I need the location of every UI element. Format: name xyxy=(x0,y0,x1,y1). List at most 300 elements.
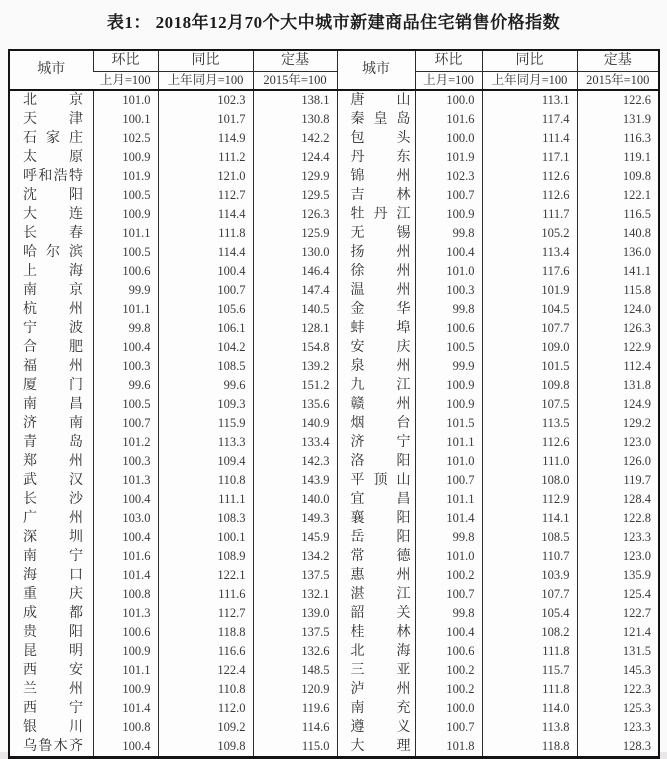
city-name: 南 昌 xyxy=(23,397,83,412)
yoy-value: 111.8 xyxy=(482,642,577,661)
mom-value: 101.0 xyxy=(415,262,482,281)
fixed-base-value: 126.3 xyxy=(253,205,337,224)
fixed-base-value: 125.3 xyxy=(577,699,659,718)
yoy-value: 109.4 xyxy=(158,452,253,471)
yoy-value: 107.7 xyxy=(482,319,577,338)
city-name: 大 理 xyxy=(337,737,415,758)
fixed-base-value: 124.0 xyxy=(577,300,659,319)
mom-value: 101.1 xyxy=(93,300,158,319)
mom-value: 100.3 xyxy=(93,452,158,471)
fixed-base-value: 119.6 xyxy=(253,699,337,718)
city-name: 九 江 xyxy=(337,376,415,395)
mom-value: 100.5 xyxy=(93,243,158,262)
fixed-base-value: 145.9 xyxy=(253,528,337,547)
city-name: 呼 和 浩 特 xyxy=(23,169,83,184)
city-name: 石 家 庄 xyxy=(23,131,83,146)
city-name: 遵 义 xyxy=(337,718,415,737)
yoy-value: 108.3 xyxy=(158,509,253,528)
col-header-fixed-base: 定基 xyxy=(577,50,659,72)
fixed-base-value: 121.4 xyxy=(577,623,659,642)
table-row xyxy=(9,90,659,110)
yoy-value: 108.2 xyxy=(482,623,577,642)
yoy-value: 113.3 xyxy=(158,433,253,452)
city-name: 北 海 xyxy=(337,642,415,661)
city-name: 泉 州 xyxy=(337,357,415,376)
mom-value: 100.9 xyxy=(93,680,158,699)
yoy-value: 117.1 xyxy=(482,148,577,167)
yoy-value: 114.9 xyxy=(158,129,253,148)
header-row-main xyxy=(9,50,659,72)
city-name: 无 锡 xyxy=(337,224,415,243)
yoy-value: 108.9 xyxy=(158,547,253,566)
mom-value: 100.0 xyxy=(415,699,482,718)
table-row xyxy=(9,224,659,243)
table-row xyxy=(9,129,659,148)
table-row xyxy=(9,262,659,281)
city-name: 西 安 xyxy=(23,663,83,678)
mom-value: 100.3 xyxy=(415,281,482,300)
fixed-base-value: 134.2 xyxy=(253,547,337,566)
city-name: 郑 州 xyxy=(23,454,83,469)
mom-value: 101.4 xyxy=(93,699,158,718)
fixed-base-value: 154.8 xyxy=(253,338,337,357)
city-name: 厦 门 xyxy=(23,378,83,393)
fixed-base-value: 131.8 xyxy=(577,376,659,395)
city-name: 牡 丹 江 xyxy=(337,205,415,224)
mom-value: 99.8 xyxy=(415,528,482,547)
fixed-base-value: 124.9 xyxy=(577,395,659,414)
yoy-value: 118.8 xyxy=(482,737,577,758)
yoy-value: 111.8 xyxy=(158,224,253,243)
city-name: 三 亚 xyxy=(337,661,415,680)
table-row xyxy=(9,604,659,623)
table-row xyxy=(9,623,659,642)
yoy-value: 111.1 xyxy=(158,490,253,509)
table-row xyxy=(9,680,659,699)
mom-value: 100.7 xyxy=(415,471,482,490)
table-row xyxy=(9,547,659,566)
yoy-value: 110.8 xyxy=(158,680,253,699)
mom-value: 100.5 xyxy=(93,186,158,205)
city-name: 乌 鲁 木 齐 xyxy=(23,739,83,754)
fixed-base-value: 138.1 xyxy=(253,90,337,110)
yoy-value: 116.6 xyxy=(158,642,253,661)
city-name: 秦 皇 岛 xyxy=(337,110,415,129)
yoy-value: 114.4 xyxy=(158,205,253,224)
mom-value: 100.9 xyxy=(415,205,482,224)
yoy-value: 113.8 xyxy=(482,718,577,737)
city-name: 金 华 xyxy=(337,300,415,319)
mom-value: 101.0 xyxy=(415,452,482,471)
fixed-base-value: 146.4 xyxy=(253,262,337,281)
yoy-value: 106.1 xyxy=(158,319,253,338)
mom-value: 100.7 xyxy=(415,718,482,737)
table-row xyxy=(9,699,659,718)
yoy-value: 105.6 xyxy=(158,300,253,319)
mom-value: 100.5 xyxy=(415,338,482,357)
yoy-value: 113.1 xyxy=(482,90,577,110)
table-row xyxy=(9,718,659,737)
header-row-sub xyxy=(9,72,659,91)
fixed-base-value: 142.3 xyxy=(253,452,337,471)
fixed-base-value: 128.4 xyxy=(577,490,659,509)
col-header-fixed-base: 定基 xyxy=(253,50,337,72)
fixed-base-value: 132.6 xyxy=(253,642,337,661)
yoy-value: 112.6 xyxy=(482,433,577,452)
fixed-base-value: 129.2 xyxy=(577,414,659,433)
city-name: 成 都 xyxy=(23,606,83,621)
mom-value: 100.7 xyxy=(415,585,482,604)
mom-value: 100.4 xyxy=(415,243,482,262)
mom-value: 100.5 xyxy=(93,395,158,414)
table-row xyxy=(9,433,659,452)
col-header-yoy: 同比 xyxy=(482,50,577,72)
fixed-base-value: 128.3 xyxy=(577,737,659,758)
mom-value: 101.3 xyxy=(93,604,158,623)
yoy-value: 102.3 xyxy=(158,90,253,110)
yoy-value: 115.9 xyxy=(158,414,253,433)
fixed-base-value: 128.1 xyxy=(253,319,337,338)
yoy-value: 107.5 xyxy=(482,395,577,414)
mom-value: 101.9 xyxy=(93,167,158,186)
yoy-value: 111.0 xyxy=(482,452,577,471)
mom-value: 100.0 xyxy=(415,90,482,110)
mom-value: 103.0 xyxy=(93,509,158,528)
fixed-base-value: 147.4 xyxy=(253,281,337,300)
yoy-value: 112.6 xyxy=(482,186,577,205)
city-name: 蚌 埠 xyxy=(337,319,415,338)
city-name: 武 汉 xyxy=(23,473,83,488)
table-row xyxy=(9,243,659,262)
city-name: 昆 明 xyxy=(23,644,83,659)
city-name: 南 充 xyxy=(337,699,415,718)
subheader-fixed-base: 2015年=100 xyxy=(253,72,337,91)
fixed-base-value: 122.6 xyxy=(577,90,659,110)
subheader-fixed-base: 2015年=100 xyxy=(577,72,659,91)
mom-value: 100.2 xyxy=(415,566,482,585)
yoy-value: 109.0 xyxy=(482,338,577,357)
city-name: 济 南 xyxy=(23,416,83,431)
table-row xyxy=(9,414,659,433)
city-name: 宁 波 xyxy=(23,321,83,336)
table-row xyxy=(9,186,659,205)
yoy-value: 121.0 xyxy=(158,167,253,186)
mom-value: 100.9 xyxy=(415,395,482,414)
fixed-base-value: 123.3 xyxy=(577,718,659,737)
yoy-value: 105.4 xyxy=(482,604,577,623)
yoy-value: 101.9 xyxy=(482,281,577,300)
mom-value: 101.1 xyxy=(93,661,158,680)
yoy-value: 105.2 xyxy=(482,224,577,243)
table-row xyxy=(9,471,659,490)
mom-value: 99.8 xyxy=(93,319,158,338)
col-header-city: 城市 xyxy=(337,50,415,90)
city-name: 兰 州 xyxy=(23,682,83,697)
mom-value: 100.9 xyxy=(93,148,158,167)
table-row xyxy=(9,148,659,167)
fixed-base-value: 140.8 xyxy=(577,224,659,243)
yoy-value: 111.7 xyxy=(482,205,577,224)
city-name: 大 连 xyxy=(23,207,83,222)
mom-value: 100.4 xyxy=(93,528,158,547)
subheader-yoy: 上年同月=100 xyxy=(482,72,577,91)
table-row xyxy=(9,319,659,338)
city-name: 天 津 xyxy=(23,112,83,127)
mom-value: 100.2 xyxy=(415,661,482,680)
fixed-base-value: 132.1 xyxy=(253,585,337,604)
mom-value: 100.9 xyxy=(93,642,158,661)
yoy-value: 101.7 xyxy=(158,110,253,129)
city-name: 襄 阳 xyxy=(337,509,415,528)
fixed-base-value: 133.4 xyxy=(253,433,337,452)
city-name: 湛 江 xyxy=(337,585,415,604)
fixed-base-value: 148.5 xyxy=(253,661,337,680)
fixed-base-value: 141.1 xyxy=(577,262,659,281)
mom-value: 101.5 xyxy=(415,414,482,433)
fixed-base-value: 119.7 xyxy=(577,471,659,490)
city-name: 沈 阳 xyxy=(23,188,83,203)
yoy-value: 115.7 xyxy=(482,661,577,680)
city-name: 唐 山 xyxy=(337,90,415,110)
mom-value: 99.8 xyxy=(415,300,482,319)
yoy-value: 112.7 xyxy=(158,604,253,623)
yoy-value: 107.7 xyxy=(482,585,577,604)
mom-value: 102.3 xyxy=(415,167,482,186)
mom-value: 100.8 xyxy=(93,718,158,737)
yoy-value: 112.7 xyxy=(158,186,253,205)
mom-value: 101.2 xyxy=(93,433,158,452)
mom-value: 101.4 xyxy=(93,566,158,585)
city-name: 太 原 xyxy=(23,150,83,165)
mom-value: 99.8 xyxy=(415,224,482,243)
price-index-table xyxy=(8,49,660,759)
fixed-base-value: 123.0 xyxy=(577,433,659,452)
fixed-base-value: 124.4 xyxy=(253,148,337,167)
fixed-base-value: 116.5 xyxy=(577,205,659,224)
mom-value: 100.7 xyxy=(93,414,158,433)
mom-value: 99.9 xyxy=(93,281,158,300)
mom-value: 100.6 xyxy=(415,642,482,661)
table-row xyxy=(9,452,659,471)
table-row xyxy=(9,642,659,661)
yoy-value: 122.4 xyxy=(158,661,253,680)
yoy-value: 100.4 xyxy=(158,262,253,281)
mom-value: 100.0 xyxy=(415,129,482,148)
fixed-base-value: 112.4 xyxy=(577,357,659,376)
fixed-base-value: 140.5 xyxy=(253,300,337,319)
city-name: 哈 尔 滨 xyxy=(23,245,83,260)
yoy-value: 113.4 xyxy=(482,243,577,262)
yoy-value: 108.0 xyxy=(482,471,577,490)
mom-value: 100.3 xyxy=(93,357,158,376)
table-row xyxy=(9,528,659,547)
mom-value: 101.1 xyxy=(415,433,482,452)
fixed-base-value: 130.0 xyxy=(253,243,337,262)
mom-value: 100.7 xyxy=(415,186,482,205)
mom-value: 101.1 xyxy=(93,224,158,243)
table-row xyxy=(9,376,659,395)
city-name: 深 圳 xyxy=(23,530,83,545)
yoy-value: 100.1 xyxy=(158,528,253,547)
mom-value: 101.8 xyxy=(415,737,482,758)
fixed-base-value: 125.9 xyxy=(253,224,337,243)
table-row xyxy=(9,395,659,414)
mom-value: 102.5 xyxy=(93,129,158,148)
fixed-base-value: 137.5 xyxy=(253,566,337,585)
city-name: 常 德 xyxy=(337,547,415,566)
fixed-base-value: 129.5 xyxy=(253,186,337,205)
fixed-base-value: 123.0 xyxy=(577,547,659,566)
col-header-city: 城市 xyxy=(9,50,93,90)
city-name: 温 州 xyxy=(337,281,415,300)
city-name: 平 顶 山 xyxy=(337,471,415,490)
mom-value: 100.9 xyxy=(415,376,482,395)
mom-value: 101.6 xyxy=(415,110,482,129)
city-name: 桂 林 xyxy=(337,623,415,642)
yoy-value: 109.8 xyxy=(158,737,253,758)
mom-value: 100.6 xyxy=(93,623,158,642)
yoy-value: 113.5 xyxy=(482,414,577,433)
table-title: 表1： 2018年12月70个大中城市新建商品住宅销售价格指数 xyxy=(106,13,561,32)
city-name: 锦 州 xyxy=(337,167,415,186)
fixed-base-value: 122.8 xyxy=(577,509,659,528)
fixed-base-value: 139.0 xyxy=(253,604,337,623)
fixed-base-value: 130.8 xyxy=(253,110,337,129)
city-name: 海 口 xyxy=(23,568,83,583)
fixed-base-value: 131.9 xyxy=(577,110,659,129)
table-row xyxy=(9,737,659,758)
mom-value: 100.9 xyxy=(93,205,158,224)
col-header-yoy: 同比 xyxy=(158,50,253,72)
fixed-base-value: 140.9 xyxy=(253,414,337,433)
mom-value: 99.9 xyxy=(415,357,482,376)
fixed-base-value: 136.0 xyxy=(577,243,659,262)
table-row xyxy=(9,357,659,376)
fixed-base-value: 135.9 xyxy=(577,566,659,585)
yoy-value: 114.4 xyxy=(158,243,253,262)
yoy-value: 100.7 xyxy=(158,281,253,300)
fixed-base-value: 145.3 xyxy=(577,661,659,680)
city-name: 长 春 xyxy=(23,226,83,241)
city-name: 惠 州 xyxy=(337,566,415,585)
fixed-base-value: 135.6 xyxy=(253,395,337,414)
city-name: 扬 州 xyxy=(337,243,415,262)
fixed-base-value: 151.2 xyxy=(253,376,337,395)
yoy-value: 112.0 xyxy=(158,699,253,718)
yoy-value: 110.7 xyxy=(482,547,577,566)
fixed-base-value: 122.7 xyxy=(577,604,659,623)
table-row xyxy=(9,300,659,319)
subheader-yoy: 上年同月=100 xyxy=(158,72,253,91)
fixed-base-value: 149.3 xyxy=(253,509,337,528)
city-name: 丹 东 xyxy=(337,148,415,167)
col-header-mom: 环比 xyxy=(93,50,158,72)
fixed-base-value: 126.3 xyxy=(577,319,659,338)
city-name: 西 宁 xyxy=(23,701,83,716)
fixed-base-value: 122.3 xyxy=(577,680,659,699)
city-name: 吉 林 xyxy=(337,186,415,205)
fixed-base-value: 126.0 xyxy=(577,452,659,471)
mom-value: 101.6 xyxy=(93,547,158,566)
yoy-value: 118.8 xyxy=(158,623,253,642)
fixed-base-value: 143.9 xyxy=(253,471,337,490)
yoy-value: 101.5 xyxy=(482,357,577,376)
city-name: 洛 阳 xyxy=(337,452,415,471)
fixed-base-value: 115.0 xyxy=(253,737,337,758)
city-name: 重 庆 xyxy=(23,587,83,602)
yoy-value: 104.5 xyxy=(482,300,577,319)
city-name: 烟 台 xyxy=(337,414,415,433)
mom-value: 100.2 xyxy=(415,680,482,699)
fixed-base-value: 114.6 xyxy=(253,718,337,737)
mom-value: 99.6 xyxy=(93,376,158,395)
yoy-value: 108.5 xyxy=(158,357,253,376)
fixed-base-value: 116.3 xyxy=(577,129,659,148)
yoy-value: 117.4 xyxy=(482,110,577,129)
table-row xyxy=(9,205,659,224)
fixed-base-value: 109.8 xyxy=(577,167,659,186)
city-name: 合 肥 xyxy=(23,340,83,355)
fixed-base-value: 122.9 xyxy=(577,338,659,357)
yoy-value: 111.4 xyxy=(482,129,577,148)
yoy-value: 108.5 xyxy=(482,528,577,547)
yoy-value: 111.6 xyxy=(158,585,253,604)
yoy-value: 110.8 xyxy=(158,471,253,490)
mom-value: 100.4 xyxy=(93,338,158,357)
city-name: 宜 昌 xyxy=(337,490,415,509)
fixed-base-value: 123.3 xyxy=(577,528,659,547)
yoy-value: 109.8 xyxy=(482,376,577,395)
mom-value: 100.6 xyxy=(415,319,482,338)
city-name: 青 岛 xyxy=(23,435,83,450)
fixed-base-value: 140.0 xyxy=(253,490,337,509)
fixed-base-value: 125.4 xyxy=(577,585,659,604)
yoy-value: 99.6 xyxy=(158,376,253,395)
fixed-base-value: 120.9 xyxy=(253,680,337,699)
city-name: 北 京 xyxy=(23,93,83,108)
table-row xyxy=(9,167,659,186)
table-row xyxy=(9,661,659,680)
table-row xyxy=(9,490,659,509)
mom-value: 100.8 xyxy=(93,585,158,604)
mom-value: 100.6 xyxy=(93,262,158,281)
yoy-value: 109.2 xyxy=(158,718,253,737)
yoy-value: 117.6 xyxy=(482,262,577,281)
city-name: 赣 州 xyxy=(337,395,415,414)
mom-value: 101.0 xyxy=(415,547,482,566)
table-row xyxy=(9,281,659,300)
city-name: 岳 阳 xyxy=(337,528,415,547)
mom-value: 101.4 xyxy=(415,509,482,528)
city-name: 包 头 xyxy=(337,129,415,148)
subheader-mom: 上月=100 xyxy=(415,72,482,91)
subheader-mom: 上月=100 xyxy=(93,72,158,91)
yoy-value: 111.2 xyxy=(158,148,253,167)
city-name: 福 州 xyxy=(23,359,83,374)
yoy-value: 112.9 xyxy=(482,490,577,509)
mom-value: 101.0 xyxy=(93,90,158,110)
table-body xyxy=(9,90,659,758)
yoy-value: 114.0 xyxy=(482,699,577,718)
fixed-base-value: 139.2 xyxy=(253,357,337,376)
yoy-value: 103.9 xyxy=(482,566,577,585)
city-name: 泸 州 xyxy=(337,680,415,699)
city-name: 银 川 xyxy=(23,720,83,735)
fixed-base-value: 119.1 xyxy=(577,148,659,167)
city-name: 贵 阳 xyxy=(23,625,83,640)
table-row xyxy=(9,338,659,357)
fixed-base-value: 115.8 xyxy=(577,281,659,300)
